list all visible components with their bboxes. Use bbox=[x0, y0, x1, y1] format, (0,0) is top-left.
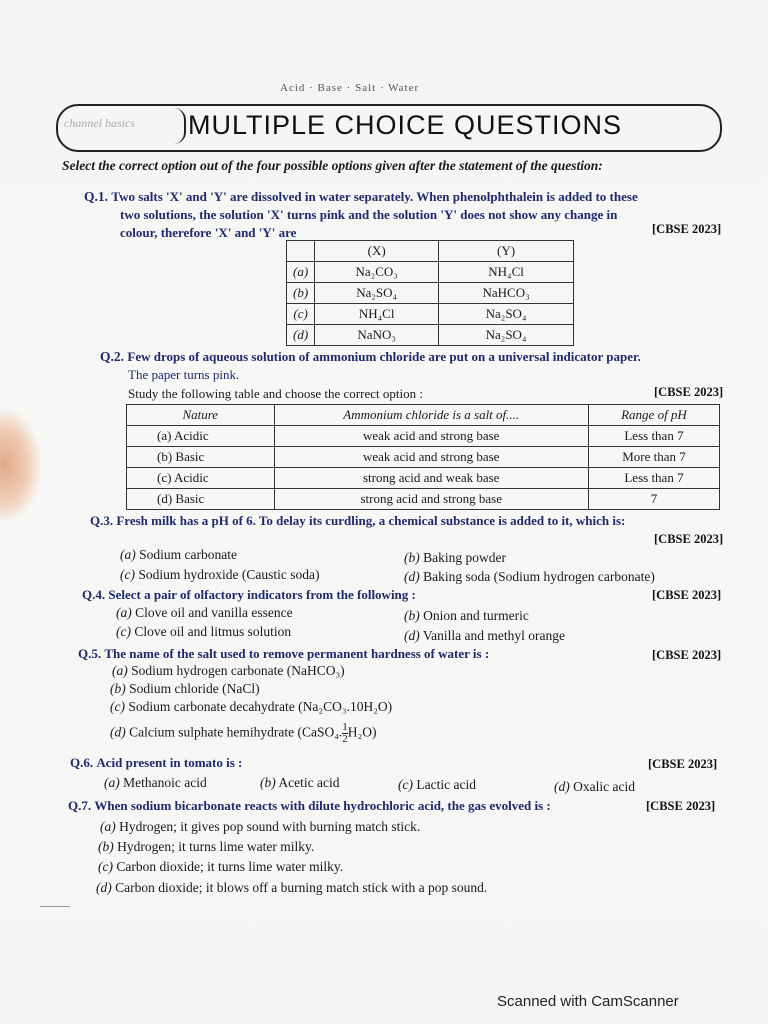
question-text: Select a pair of olfactory indicators from the following : bbox=[108, 587, 416, 602]
table-header-cell: (X) bbox=[315, 241, 439, 262]
table-cell: NaNO₃ bbox=[315, 325, 439, 346]
question-text: When sodium bicarbonate reacts with dilute hydrochloric acid, the gas evolved is : bbox=[94, 798, 551, 813]
option-b: (b) Acetic acid bbox=[260, 775, 340, 790]
table-cell: Na₂SO₄ bbox=[439, 304, 574, 325]
table-cell: Na₂SO₄ bbox=[315, 283, 439, 304]
table-cell: weak acid and strong base bbox=[274, 426, 588, 447]
question-text-line1: Two salts 'X' and 'Y' are dissolved in water separately. When phenolphthalein is added to these bbox=[111, 189, 638, 204]
banner-faded-label: channel basics bbox=[64, 116, 135, 130]
table-cell: (b) Basic bbox=[127, 447, 275, 468]
question-2-line2: The paper turns pink. bbox=[128, 367, 240, 382]
option-a: (a) Methanoic acid bbox=[104, 775, 207, 790]
question-5 bbox=[78, 645, 489, 662]
option-c: (c) Lactic acid bbox=[398, 777, 476, 792]
table-cell: NaHCO₃ bbox=[439, 283, 574, 304]
question-number: Q.6. bbox=[70, 755, 94, 770]
option-d: (d) Baking soda (Sodium hydrogen carbonate) bbox=[404, 569, 655, 584]
option-a: (a) Hydrogen; it gives pop sound with burning match stick. bbox=[100, 819, 421, 834]
cbse-tag: [CBSE 2023] bbox=[652, 222, 722, 236]
finger-shadow bbox=[0, 410, 40, 520]
table-cell: (d) bbox=[287, 325, 315, 346]
option-a: (a) Clove oil and vanilla essence bbox=[116, 605, 293, 620]
table-cell: (b) bbox=[287, 283, 315, 304]
scanner-watermark: Scanned with CamScanner bbox=[497, 993, 679, 1010]
section-banner bbox=[56, 104, 722, 152]
option-a: (a) Sodium hydrogen carbonate (NaHCO₃) bbox=[112, 663, 345, 678]
table-row bbox=[127, 447, 720, 468]
table-cell: (a) Acidic bbox=[127, 426, 275, 447]
page-divider bbox=[40, 906, 70, 907]
cbse-tag: [CBSE 2023] bbox=[654, 532, 724, 546]
table-row bbox=[287, 304, 574, 325]
option-d: (d) Calcium sulphate hemihydrate (CaSO₄. $\frac{1}{2}$ H₂O) bbox=[110, 721, 377, 745]
question-1-line2: two solutions, the solution 'X' turns pink and the solution 'Y' does not show any change in bbox=[120, 207, 618, 222]
option-b: (b) Baking powder bbox=[404, 550, 506, 565]
question-number: Q.4. bbox=[82, 587, 106, 602]
table-header-cell: (Y) bbox=[439, 241, 574, 262]
table-row bbox=[127, 489, 720, 510]
table-header-cell: Nature bbox=[127, 405, 275, 426]
question-2 bbox=[100, 348, 641, 365]
option-b: (b) Hydrogen; it turns lime water milky. bbox=[98, 839, 315, 854]
option-d: (d) Oxalic acid bbox=[554, 779, 635, 794]
option-b: (b) Onion and turmeric bbox=[404, 608, 529, 623]
table-header-cell: Range of pH bbox=[588, 405, 719, 426]
option-c: (c) Sodium carbonate decahydrate (Na₂CO₃.10H₂O) bbox=[110, 699, 393, 714]
option-c: (c) Sodium hydroxide (Caustic soda) bbox=[120, 567, 320, 582]
option-b: (b) Sodium chloride (NaCl) bbox=[110, 681, 260, 696]
question-text: Fresh milk has a pH of 6. To delay its curdling, a chemical substance is added to it, which is: bbox=[116, 513, 626, 528]
question-2-line3: Study the following table and choose the correct option : bbox=[128, 386, 423, 401]
question-number: Q.2. bbox=[100, 349, 125, 364]
table-header-row bbox=[287, 241, 574, 262]
question-number: Q.5. bbox=[78, 646, 102, 661]
question-number: Q.7. bbox=[68, 798, 92, 813]
question-6 bbox=[70, 754, 242, 771]
table-cell: strong acid and weak base bbox=[274, 468, 588, 489]
table-cell: (a) bbox=[287, 262, 315, 283]
table-row bbox=[287, 325, 574, 346]
table-cell: Less than 7 bbox=[588, 426, 719, 447]
question-text-line1: Few drops of aqueous solution of ammonium chloride are put on a universal indicator paper. bbox=[127, 349, 641, 364]
table-row bbox=[287, 283, 574, 304]
option-c: (c) Clove oil and litmus solution bbox=[116, 624, 292, 639]
option-c: (c) Carbon dioxide; it turns lime water milky. bbox=[98, 859, 344, 874]
option-d: (d) Vanilla and methyl orange bbox=[404, 628, 565, 643]
table-cell: Na₂CO₃ bbox=[315, 262, 439, 283]
table-header-cell: Ammonium chloride is a salt of.... bbox=[274, 405, 588, 426]
banner-bracket-decoration bbox=[174, 108, 186, 144]
table-row bbox=[287, 262, 574, 283]
table-header-cell bbox=[287, 241, 315, 262]
table-cell: More than 7 bbox=[588, 447, 719, 468]
cbse-tag: [CBSE 2023] bbox=[646, 799, 716, 813]
question-4 bbox=[82, 586, 416, 603]
question-1 bbox=[84, 188, 638, 205]
table-cell: Na₂SO₄ bbox=[439, 325, 574, 346]
table-cell: NH₄Cl bbox=[315, 304, 439, 325]
option-a: (a) Sodium carbonate bbox=[120, 547, 237, 562]
q2-table bbox=[126, 404, 720, 510]
question-text: The name of the salt used to remove permanent hardness of water is : bbox=[104, 646, 490, 661]
fraction-half: $\frac{1}{2}$ bbox=[342, 721, 348, 745]
question-1-line3: colour, therefore 'X' and 'Y' are bbox=[120, 225, 297, 240]
table-cell: (c) bbox=[287, 304, 315, 325]
cbse-tag: [CBSE 2023] bbox=[654, 385, 724, 399]
q1-table bbox=[286, 240, 574, 346]
question-text: Acid present in tomato is : bbox=[96, 755, 243, 770]
cbse-tag: [CBSE 2023] bbox=[652, 588, 722, 602]
table-cell: weak acid and strong base bbox=[274, 447, 588, 468]
section-title: MULTIPLE CHOICE QUESTIONS bbox=[188, 110, 623, 140]
instruction-text: Select the correct option out of the four possible options given after the statement of the question: bbox=[62, 158, 603, 173]
table-cell: (c) Acidic bbox=[127, 468, 275, 489]
question-3 bbox=[90, 512, 625, 529]
table-row bbox=[127, 468, 720, 489]
table-cell: NH₄Cl bbox=[439, 262, 574, 283]
cbse-tag: [CBSE 2023] bbox=[648, 757, 718, 771]
cut-off-header-text: Acid · Base · Salt · Water bbox=[280, 82, 420, 94]
table-cell: strong acid and strong base bbox=[274, 489, 588, 510]
question-7 bbox=[68, 797, 551, 814]
table-cell: (d) Basic bbox=[127, 489, 275, 510]
question-number: Q.3. bbox=[90, 513, 114, 528]
question-number: Q.1. bbox=[84, 189, 109, 204]
cbse-tag: [CBSE 2023] bbox=[652, 648, 722, 662]
table-cell: Less than 7 bbox=[588, 468, 719, 489]
table-row bbox=[127, 426, 720, 447]
option-d: (d) Carbon dioxide; it blows off a burning match stick with a pop sound. bbox=[96, 880, 488, 895]
table-header-row bbox=[127, 405, 720, 426]
table-cell: 7 bbox=[588, 489, 719, 510]
